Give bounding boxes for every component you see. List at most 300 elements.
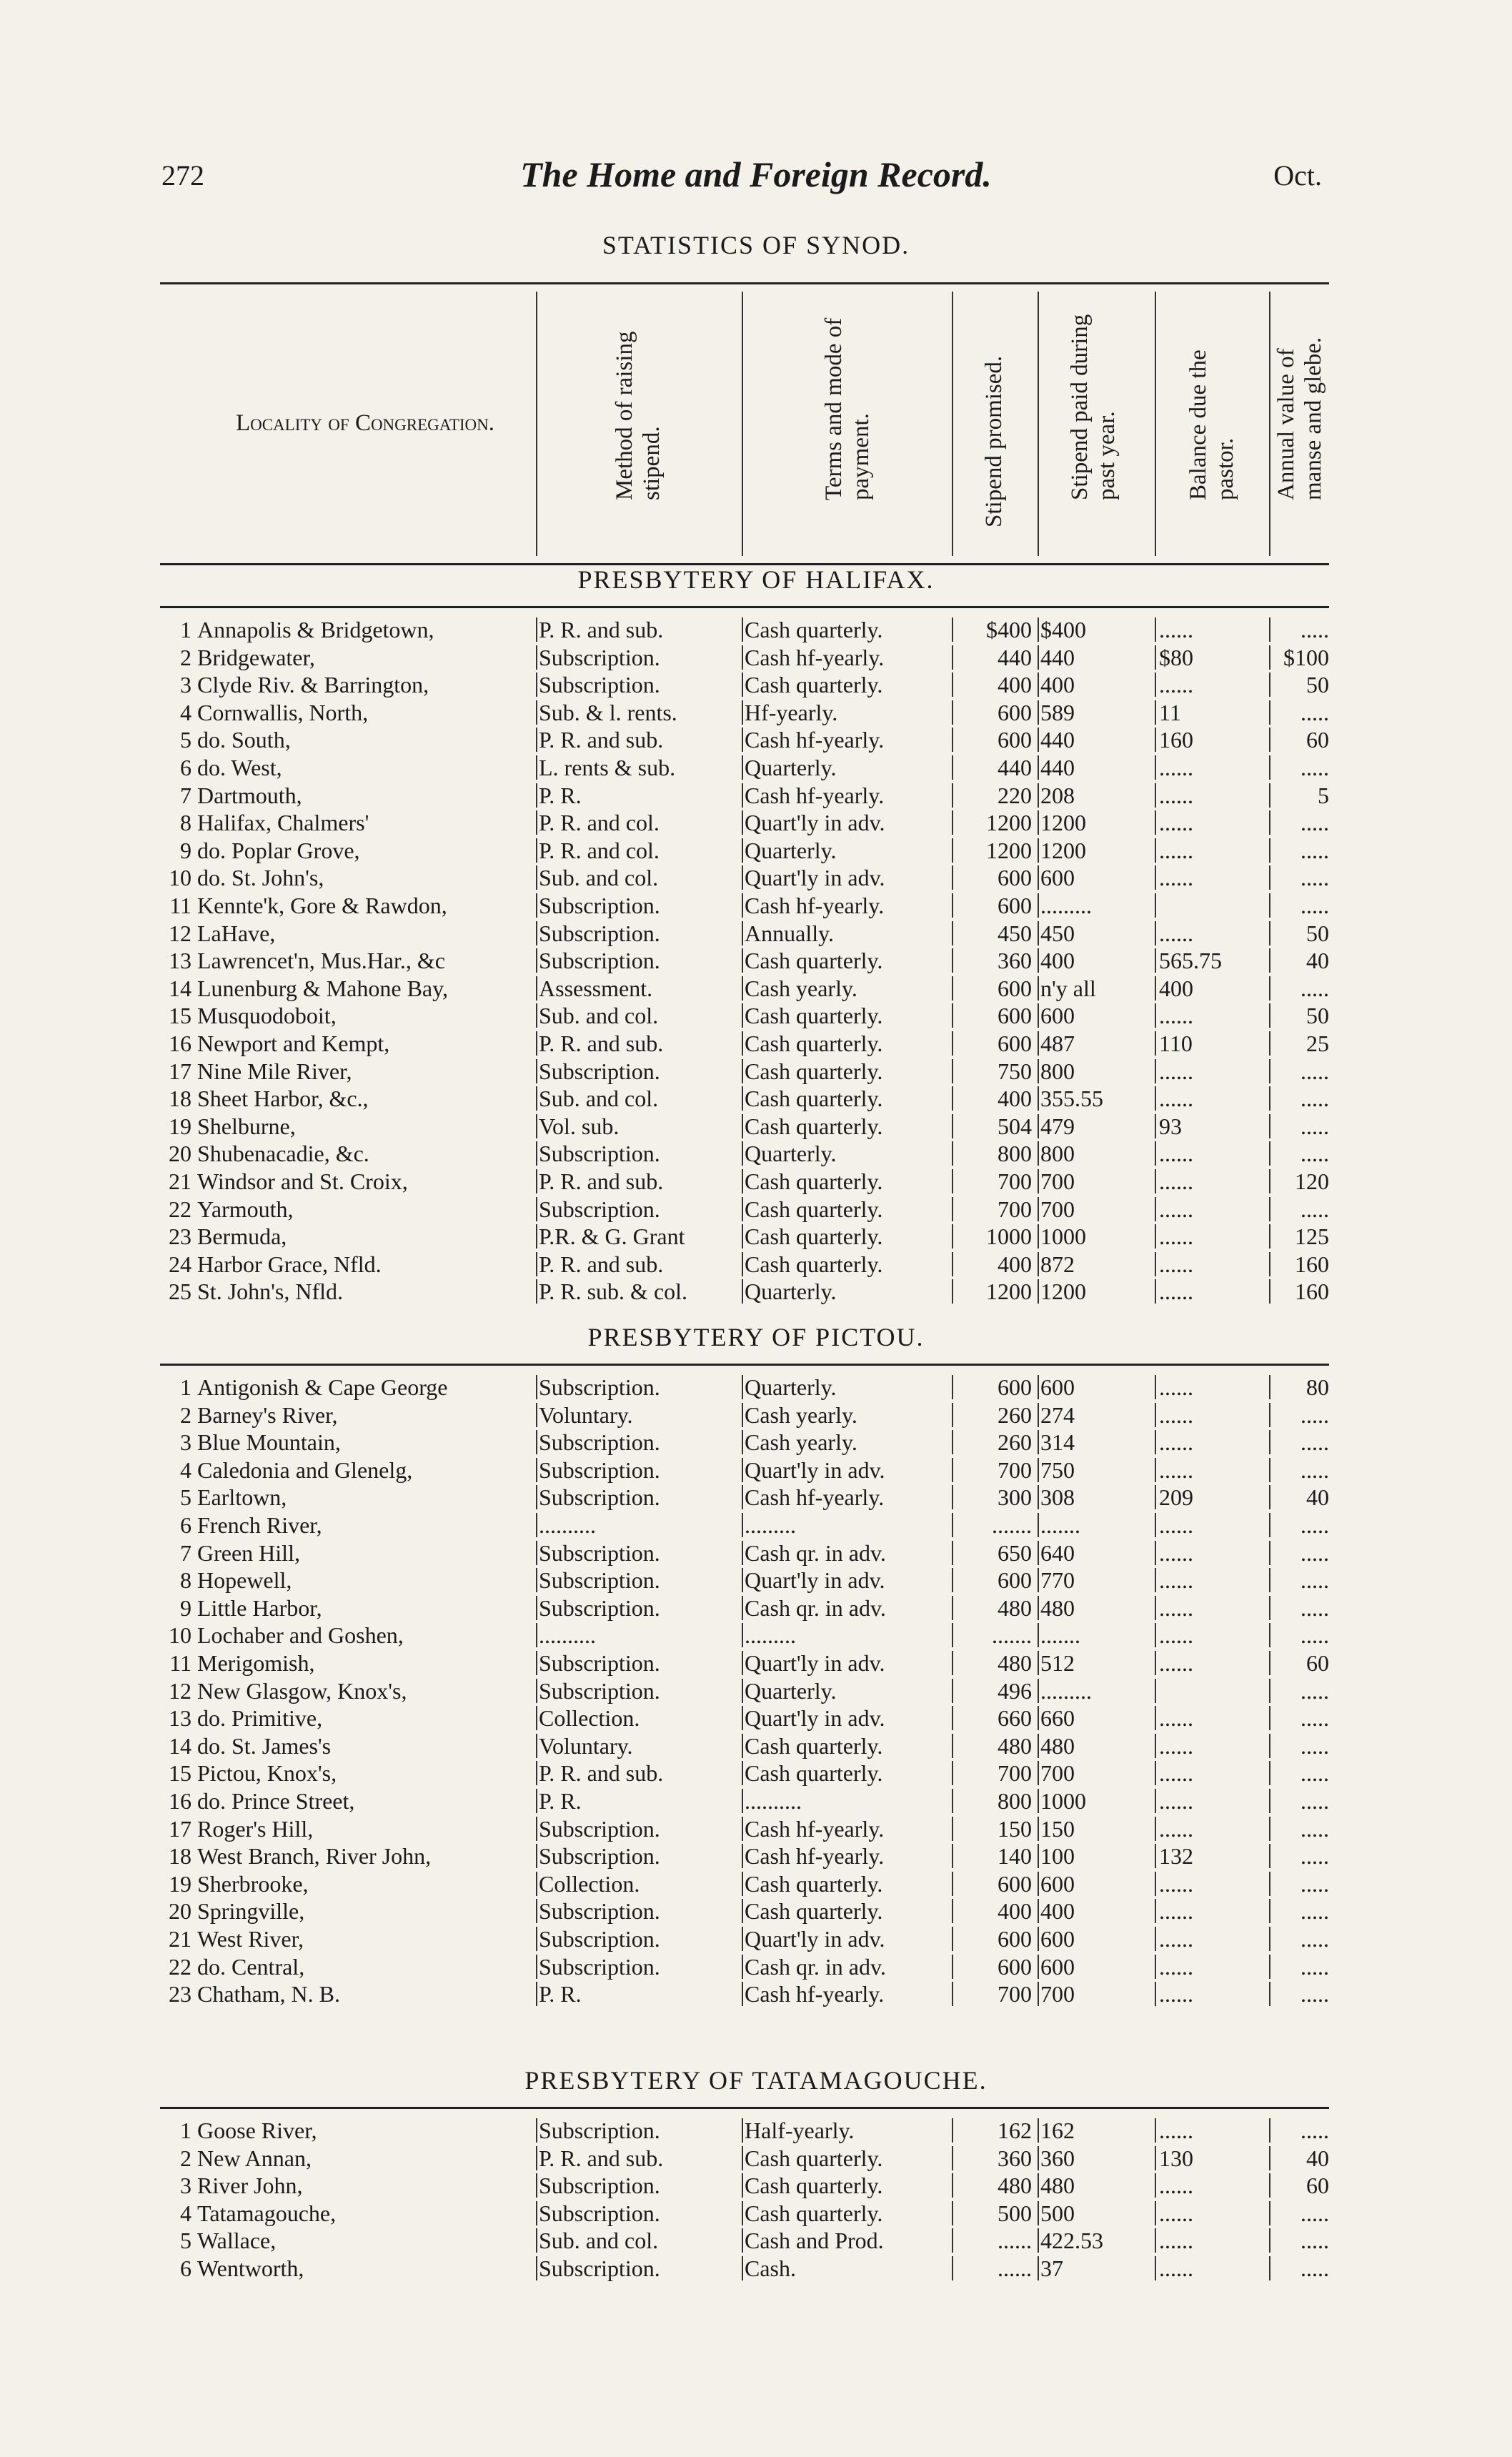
- cell-row-number: 10: [169, 865, 192, 891]
- cell-stipend-promised: 1200: [986, 1279, 1032, 1305]
- cell-row-number: 14: [169, 1732, 192, 1759]
- table-row: [160, 2255, 1329, 2282]
- cell-stipend-paid: 400: [1040, 948, 1075, 974]
- cell-balance-due: ......: [1159, 1788, 1193, 1814]
- cell-terms: Quarterly.: [745, 1677, 837, 1704]
- cell-manse-value: .....: [1300, 893, 1329, 918]
- cell-stipend-promised: 504: [998, 1113, 1032, 1139]
- cell-manse-value: .....: [1300, 1512, 1329, 1538]
- table-row: [160, 2227, 1329, 2254]
- table-row: [160, 1512, 1329, 1539]
- cell-stipend-promised: 700: [998, 1981, 1032, 2007]
- cell-method: Subscription.: [539, 1926, 660, 1952]
- cell-locality: Bermuda,: [197, 1223, 287, 1250]
- cell-manse-value: .....: [1300, 1086, 1329, 1112]
- cell-balance-due: ......: [1159, 1003, 1193, 1029]
- cell-manse-value: 50: [1306, 672, 1329, 698]
- table-title: STATISTICS OF SYNOD.: [602, 231, 910, 259]
- cell-row-number: 1: [180, 1374, 192, 1400]
- cell-locality: Lawrencet'n, Mus.Har., &c: [197, 948, 445, 974]
- cell-locality: Windsor and St. Croix,: [197, 1168, 408, 1194]
- cell-method: L. rents & sub.: [539, 755, 676, 780]
- cell-terms: Quarterly.: [745, 1279, 837, 1305]
- cell-stipend-promised: 700: [998, 1168, 1032, 1194]
- cell-method: Subscription.: [539, 1429, 660, 1456]
- cell-stipend-promised: .......: [992, 1622, 1032, 1649]
- cell-stipend-paid: $400: [1040, 617, 1086, 642]
- cell-method: Subscription.: [539, 1374, 660, 1400]
- cell-balance-due: ......: [1159, 755, 1193, 780]
- cell-balance-due: ......: [1159, 1760, 1193, 1787]
- table-row: [160, 1168, 1329, 1195]
- cell-method: Subscription.: [539, 948, 660, 974]
- cell-row-number: 20: [169, 1141, 192, 1167]
- cell-stipend-promised: 600: [998, 1003, 1032, 1029]
- cell-manse-value: .....: [1300, 1898, 1329, 1925]
- cell-row-number: 19: [169, 1870, 192, 1897]
- cell-stipend-paid: 512: [1040, 1650, 1075, 1676]
- cell-locality: Little Harbor,: [197, 1594, 322, 1621]
- cell-method: P. R. and sub.: [539, 727, 664, 753]
- cell-stipend-paid: 400: [1040, 1898, 1075, 1925]
- cell-balance-due: ......: [1159, 1926, 1193, 1952]
- cell-manse-value: 120: [1295, 1168, 1329, 1194]
- cell-balance-due: ......: [1159, 2118, 1193, 2143]
- cell-stipend-promised: 150: [998, 1815, 1032, 1842]
- cell-method: Vol. sub.: [539, 1113, 620, 1139]
- cell-terms: Cash hf-yearly.: [745, 1815, 885, 1842]
- cell-row-number: 17: [169, 1815, 192, 1842]
- column-header-locality: Locality of Congregation.: [235, 410, 495, 437]
- cell-row-number: 24: [169, 1251, 192, 1277]
- page-number: 272: [161, 159, 204, 192]
- cell-terms: Cash quarterly.: [745, 948, 883, 974]
- cell-locality: Wentworth,: [197, 2255, 304, 2281]
- cell-manse-value: .....: [1300, 1705, 1329, 1732]
- cell-row-number: 6: [180, 1512, 192, 1538]
- cell-terms: Quart'ly in adv.: [745, 1650, 885, 1676]
- cell-method: Sub. and col.: [539, 2228, 659, 2254]
- cell-terms: Cash hf-yearly.: [745, 893, 885, 918]
- cell-balance-due: ......: [1159, 920, 1193, 946]
- cell-locality: Merigomish,: [197, 1650, 315, 1676]
- table-row: [160, 782, 1329, 809]
- cell-stipend-promised: .......: [992, 1512, 1032, 1538]
- cell-stipend-paid: 770: [1040, 1567, 1075, 1594]
- cell-locality: Pictou, Knox's,: [197, 1760, 337, 1787]
- cell-locality: do. Prince Street,: [197, 1788, 355, 1814]
- cell-terms: Cash quarterly.: [745, 1168, 883, 1194]
- cell-stipend-paid: 360: [1040, 2145, 1075, 2171]
- cell-manse-value: .....: [1300, 2200, 1329, 2226]
- cell-stipend-paid: 700: [1040, 1760, 1075, 1787]
- cell-manse-value: 50: [1306, 920, 1329, 946]
- column-header-stipend-promised: Stipend promised.: [981, 355, 1008, 528]
- cell-terms: ..........: [745, 1788, 802, 1814]
- cell-balance-due: 132: [1159, 1843, 1193, 1870]
- cell-balance-due: ......: [1159, 617, 1193, 642]
- cell-manse-value: .....: [1300, 1815, 1329, 1842]
- cell-stipend-promised: 400: [998, 1086, 1032, 1112]
- cell-row-number: 23: [169, 1981, 192, 2007]
- cell-method: P. R. and sub.: [539, 1031, 664, 1056]
- cell-row-number: 17: [169, 1058, 192, 1084]
- cell-balance-due: ......: [1159, 1815, 1193, 1842]
- cell-manse-value: .....: [1300, 1456, 1329, 1483]
- cell-stipend-promised: 260: [998, 1401, 1032, 1428]
- cell-row-number: 8: [180, 810, 192, 836]
- table-row: [160, 644, 1329, 671]
- cell-manse-value: .....: [1300, 1981, 1329, 2007]
- cell-balance-due: ......: [1159, 2173, 1193, 2199]
- cell-locality: Cornwallis, North,: [197, 699, 369, 725]
- cell-stipend-paid: 100: [1040, 1843, 1075, 1870]
- cell-row-number: 16: [169, 1031, 192, 1056]
- cell-stipend-paid: 750: [1040, 1456, 1075, 1483]
- table-row: [160, 1058, 1329, 1085]
- cell-stipend-paid: 1200: [1040, 1279, 1086, 1305]
- cell-balance-due: ......: [1159, 1953, 1193, 1980]
- cell-terms: Quart'ly in adv.: [745, 865, 885, 891]
- cell-locality: Sherbrooke,: [197, 1870, 309, 1897]
- cell-method: Sub. & l. rents.: [539, 699, 677, 725]
- cell-manse-value: .....: [1300, 1539, 1329, 1566]
- cell-locality: Kennte'k, Gore & Rawdon,: [197, 893, 447, 918]
- column-header-method: Method of raising stipend.: [612, 331, 665, 501]
- section-title: PRESBYTERY OF HALIFAX.: [577, 565, 935, 594]
- cell-balance-due: ......: [1159, 1594, 1193, 1621]
- cell-method: P. R. and sub.: [539, 1168, 664, 1194]
- table-row: [160, 1223, 1329, 1250]
- table-row: [160, 1484, 1329, 1511]
- cell-stipend-promised: 260: [998, 1429, 1032, 1456]
- table-row: [160, 1980, 1329, 2007]
- table-row: [160, 1196, 1329, 1223]
- cell-manse-value: .....: [1300, 2228, 1329, 2254]
- cell-balance-due: ......: [1159, 1251, 1193, 1277]
- cell-row-number: 11: [169, 893, 192, 918]
- cell-row-number: 3: [180, 1429, 192, 1456]
- cell-manse-value: .....: [1300, 1677, 1329, 1704]
- cell-manse-value: .....: [1300, 1843, 1329, 1870]
- cell-stipend-paid: .........: [1040, 1677, 1092, 1704]
- cell-row-number: 13: [169, 1705, 192, 1732]
- cell-stipend-promised: 400: [998, 672, 1032, 698]
- cell-terms: Cash yearly.: [745, 1429, 857, 1456]
- cell-row-number: 11: [169, 1650, 192, 1676]
- cell-stipend-promised: 600: [998, 1374, 1032, 1400]
- cell-method: Subscription.: [539, 2118, 660, 2143]
- cell-manse-value: .....: [1300, 975, 1329, 1001]
- cell-row-number: 18: [169, 1086, 192, 1112]
- cell-manse-value: .....: [1300, 699, 1329, 725]
- cell-locality: Shubenacadie, &c.: [197, 1141, 369, 1167]
- table-row: [160, 699, 1329, 726]
- cell-stipend-promised: 480: [998, 1594, 1032, 1621]
- cell-stipend-paid: 487: [1040, 1031, 1075, 1056]
- cell-row-number: 3: [180, 672, 192, 698]
- cell-terms: Cash quarterly.: [745, 1870, 883, 1897]
- cell-balance-due: ......: [1159, 1512, 1193, 1538]
- cell-method: Assessment.: [539, 975, 653, 1001]
- cell-stipend-paid: 422.53: [1040, 2228, 1103, 2254]
- cell-locality: Lunenburg & Mahone Bay,: [197, 975, 449, 1001]
- cell-locality: Springville,: [197, 1898, 305, 1925]
- cell-balance-due: ......: [1159, 1705, 1193, 1732]
- cell-balance-due: ......: [1159, 1732, 1193, 1759]
- cell-row-number: 14: [169, 975, 192, 1001]
- cell-method: Subscription.: [539, 1567, 660, 1594]
- cell-method: Subscription.: [539, 644, 660, 670]
- cell-stipend-promised: 700: [998, 1456, 1032, 1483]
- cell-terms: Half-yearly.: [745, 2118, 855, 2143]
- cell-stipend-promised: 600: [998, 1870, 1032, 1897]
- cell-manse-value: 125: [1295, 1223, 1329, 1250]
- cell-stipend-paid: 450: [1040, 920, 1075, 946]
- cell-manse-value: .....: [1300, 837, 1329, 863]
- cell-stipend-promised: 1200: [986, 837, 1032, 863]
- cell-manse-value: .....: [1300, 1141, 1329, 1167]
- table-row: [160, 1278, 1329, 1305]
- cell-method: P. R. and sub.: [539, 1760, 664, 1787]
- cell-terms: Cash quarterly.: [745, 1058, 883, 1084]
- table-row: [160, 1251, 1329, 1278]
- cell-balance-due: ......: [1159, 1898, 1193, 1925]
- cell-balance-due: ......: [1159, 1058, 1193, 1084]
- cell-locality: Halifax, Chalmers': [197, 810, 369, 836]
- cell-stipend-promised: ......: [998, 2255, 1032, 2281]
- cell-manse-value: 60: [1306, 2173, 1329, 2199]
- table-row: [160, 920, 1329, 947]
- cell-balance-due: ......: [1159, 1539, 1193, 1566]
- cell-method: Subscription.: [539, 2173, 660, 2199]
- cell-stipend-promised: 600: [998, 1567, 1032, 1594]
- column-header-stipend-paid: Stipend paid during past year.: [1067, 314, 1120, 501]
- table-row: [160, 1085, 1329, 1112]
- cell-locality: Chatham, N. B.: [197, 1981, 340, 2007]
- cell-stipend-paid: 355.55: [1040, 1086, 1103, 1112]
- cell-method: Subscription.: [539, 1953, 660, 1980]
- cell-terms: Quarterly.: [745, 1374, 837, 1400]
- cell-terms: Annually.: [745, 920, 835, 946]
- table-row: [160, 1567, 1329, 1594]
- cell-method: ..........: [539, 1622, 596, 1649]
- table-row: [160, 1925, 1329, 1952]
- cell-terms: Cash quarterly.: [745, 672, 883, 698]
- cell-row-number: 15: [169, 1760, 192, 1787]
- cell-manse-value: .....: [1300, 1788, 1329, 1814]
- cell-method: Subscription.: [539, 1141, 660, 1167]
- cell-manse-value: 5: [1318, 782, 1329, 808]
- cell-row-number: 3: [180, 2173, 192, 2199]
- cell-stipend-paid: 480: [1040, 2173, 1075, 2199]
- cell-locality: New Annan,: [197, 2145, 312, 2171]
- cell-method: P. R. and sub.: [539, 1251, 664, 1277]
- cell-stipend-paid: 800: [1040, 1058, 1075, 1084]
- cell-row-number: 12: [169, 1677, 192, 1704]
- cell-locality: Newport and Kempt,: [197, 1031, 390, 1056]
- cell-method: P. R. and sub.: [539, 617, 664, 642]
- cell-row-number: 1: [180, 2118, 192, 2143]
- table-row: [160, 947, 1329, 974]
- cell-locality: do. Poplar Grove,: [197, 837, 360, 863]
- cell-stipend-promised: 650: [998, 1539, 1032, 1566]
- table-row: [160, 2145, 1329, 2172]
- cell-stipend-paid: 800: [1040, 1141, 1075, 1167]
- cell-method: Subscription.: [539, 1815, 660, 1842]
- table-row: [160, 1732, 1329, 1759]
- cell-method: Subscription.: [539, 2200, 660, 2226]
- cell-manse-value: .....: [1300, 1196, 1329, 1222]
- cell-locality: Shelburne,: [197, 1113, 296, 1139]
- table-row: [160, 1897, 1329, 1925]
- cell-terms: Cash hf-yearly.: [745, 727, 885, 753]
- cell-stipend-promised: 800: [998, 1141, 1032, 1167]
- cell-locality: Earltown,: [197, 1484, 287, 1511]
- column-header-balance-due: Balance due the pastor.: [1185, 349, 1238, 501]
- cell-method: P.R. & G. Grant: [539, 1223, 685, 1250]
- table-row: [160, 1594, 1329, 1622]
- cell-method: Subscription.: [539, 1539, 660, 1566]
- cell-row-number: 21: [169, 1926, 192, 1952]
- cell-manse-value: .....: [1300, 1429, 1329, 1456]
- table-row: [160, 1704, 1329, 1732]
- cell-stipend-paid: 480: [1040, 1594, 1075, 1621]
- cell-terms: Cash qr. in adv.: [745, 1953, 886, 1980]
- cell-stipend-paid: 600: [1040, 1003, 1075, 1029]
- cell-balance-due: 160: [1159, 727, 1193, 753]
- cell-locality: Yarmouth,: [197, 1196, 294, 1222]
- cell-terms: Quarterly.: [745, 1141, 837, 1167]
- cell-stipend-promised: 600: [998, 727, 1032, 753]
- cell-balance-due: ......: [1159, 1196, 1193, 1222]
- cell-manse-value: .....: [1300, 1594, 1329, 1621]
- cell-row-number: 4: [180, 699, 192, 725]
- cell-balance-due: ......: [1159, 1141, 1193, 1167]
- column-header-manse-value: Annual value of manse and glebe.: [1273, 337, 1326, 501]
- cell-row-number: 6: [180, 755, 192, 780]
- cell-balance-due: 565.75: [1159, 948, 1222, 974]
- cell-method: Sub. and col.: [539, 1086, 659, 1112]
- cell-manse-value: .....: [1300, 1732, 1329, 1759]
- cell-stipend-promised: 400: [998, 1898, 1032, 1925]
- cell-stipend-paid: 150: [1040, 1815, 1075, 1842]
- cell-stipend-paid: .........: [1040, 893, 1092, 918]
- table-row: [160, 2200, 1329, 2227]
- cell-manse-value: 80: [1306, 1374, 1329, 1400]
- cell-terms: Cash quarterly.: [745, 617, 883, 642]
- cell-terms: .........: [745, 1512, 796, 1538]
- cell-row-number: 5: [180, 2228, 192, 2254]
- cell-method: P. R.: [539, 1981, 582, 2007]
- cell-locality: Barney's River,: [197, 1401, 338, 1428]
- cell-manse-value: .....: [1300, 1926, 1329, 1952]
- cell-stipend-promised: 400: [998, 1251, 1032, 1277]
- cell-stipend-paid: 600: [1040, 1953, 1075, 1980]
- cell-terms: Cash hf-yearly.: [745, 644, 885, 670]
- cell-stipend-paid: 1000: [1040, 1788, 1086, 1814]
- cell-locality: Nine Mile River,: [197, 1058, 352, 1084]
- cell-method: Subscription.: [539, 1196, 660, 1222]
- cell-terms: Cash quarterly.: [745, 1760, 883, 1787]
- cell-locality: River John,: [197, 2173, 303, 2199]
- cell-method: Subscription.: [539, 1650, 660, 1676]
- cell-balance-due: ......: [1159, 1086, 1193, 1112]
- cell-manse-value: .....: [1300, 1058, 1329, 1084]
- cell-method: Subscription.: [539, 1677, 660, 1704]
- cell-manse-value: .....: [1300, 1401, 1329, 1428]
- cell-manse-value: .....: [1300, 755, 1329, 780]
- cell-stipend-promised: 480: [998, 1732, 1032, 1759]
- cell-locality: Bridgewater,: [197, 644, 315, 670]
- cell-row-number: 20: [169, 1898, 192, 1925]
- cell-locality: Harbor Grace, Nfld.: [197, 1251, 382, 1277]
- cell-stipend-promised: 600: [998, 865, 1032, 891]
- cell-stipend-promised: 496: [998, 1677, 1032, 1704]
- cell-manse-value: 25: [1306, 1031, 1329, 1056]
- cell-balance-due: ......: [1159, 1223, 1193, 1250]
- cell-stipend-paid: n'y all: [1040, 975, 1096, 1001]
- cell-locality: St. John's, Nfld.: [197, 1279, 344, 1305]
- cell-manse-value: .....: [1300, 810, 1329, 836]
- table-row: [160, 1870, 1329, 1897]
- cell-balance-due: ......: [1159, 2255, 1193, 2281]
- cell-balance-due: 11: [1159, 699, 1181, 725]
- cell-stipend-promised: 600: [998, 975, 1032, 1001]
- cell-stipend-promised: 600: [998, 699, 1032, 725]
- table-row: [160, 1140, 1329, 1167]
- cell-locality: Tatamagouche,: [197, 2200, 337, 2226]
- table-row: [160, 1649, 1329, 1677]
- cell-locality: Blue Mountain,: [197, 1429, 341, 1456]
- cell-manse-value: .....: [1300, 865, 1329, 891]
- column-headers: [160, 282, 1329, 565]
- cell-manse-value: .....: [1300, 1567, 1329, 1594]
- cell-manse-value: 160: [1295, 1279, 1329, 1305]
- cell-terms: Quart'ly in adv.: [745, 1567, 885, 1594]
- cell-terms: Cash qr. in adv.: [745, 1539, 886, 1566]
- cell-terms: Cash qr. in adv.: [745, 1594, 886, 1621]
- cell-manse-value: 60: [1306, 727, 1329, 753]
- cell-locality: Hopewell,: [197, 1567, 292, 1594]
- cell-locality: do. West,: [197, 755, 282, 780]
- cell-stipend-promised: 800: [998, 1788, 1032, 1814]
- cell-manse-value: 40: [1306, 1484, 1329, 1511]
- cell-balance-due: ......: [1159, 865, 1193, 891]
- cell-method: P. R. sub. & col.: [539, 1279, 688, 1305]
- cell-terms: Cash quarterly.: [745, 1113, 883, 1139]
- cell-terms: Cash quarterly.: [745, 1732, 883, 1759]
- table-row: [160, 1622, 1329, 1649]
- cell-method: P. R. and col.: [539, 810, 660, 836]
- cell-terms: Quart'ly in adv.: [745, 1926, 885, 1952]
- cell-method: Voluntary.: [539, 1732, 633, 1759]
- cell-stipend-paid: 440: [1040, 727, 1075, 753]
- cell-balance-due: ......: [1159, 672, 1193, 698]
- table-row: [160, 892, 1329, 919]
- cell-row-number: 13: [169, 948, 192, 974]
- cell-locality: Clyde Riv. & Barrington,: [197, 672, 429, 698]
- cell-stipend-paid: 872: [1040, 1251, 1075, 1277]
- table-row: [160, 616, 1329, 643]
- cell-row-number: 9: [180, 837, 192, 863]
- cell-balance-due: ......: [1159, 1429, 1193, 1456]
- cell-locality: LaHave,: [197, 920, 276, 946]
- table-row: [160, 1815, 1329, 1842]
- cell-method: Collection.: [539, 1705, 640, 1732]
- table-row: [160, 2117, 1329, 2144]
- cell-stipend-promised: 162: [998, 2118, 1032, 2143]
